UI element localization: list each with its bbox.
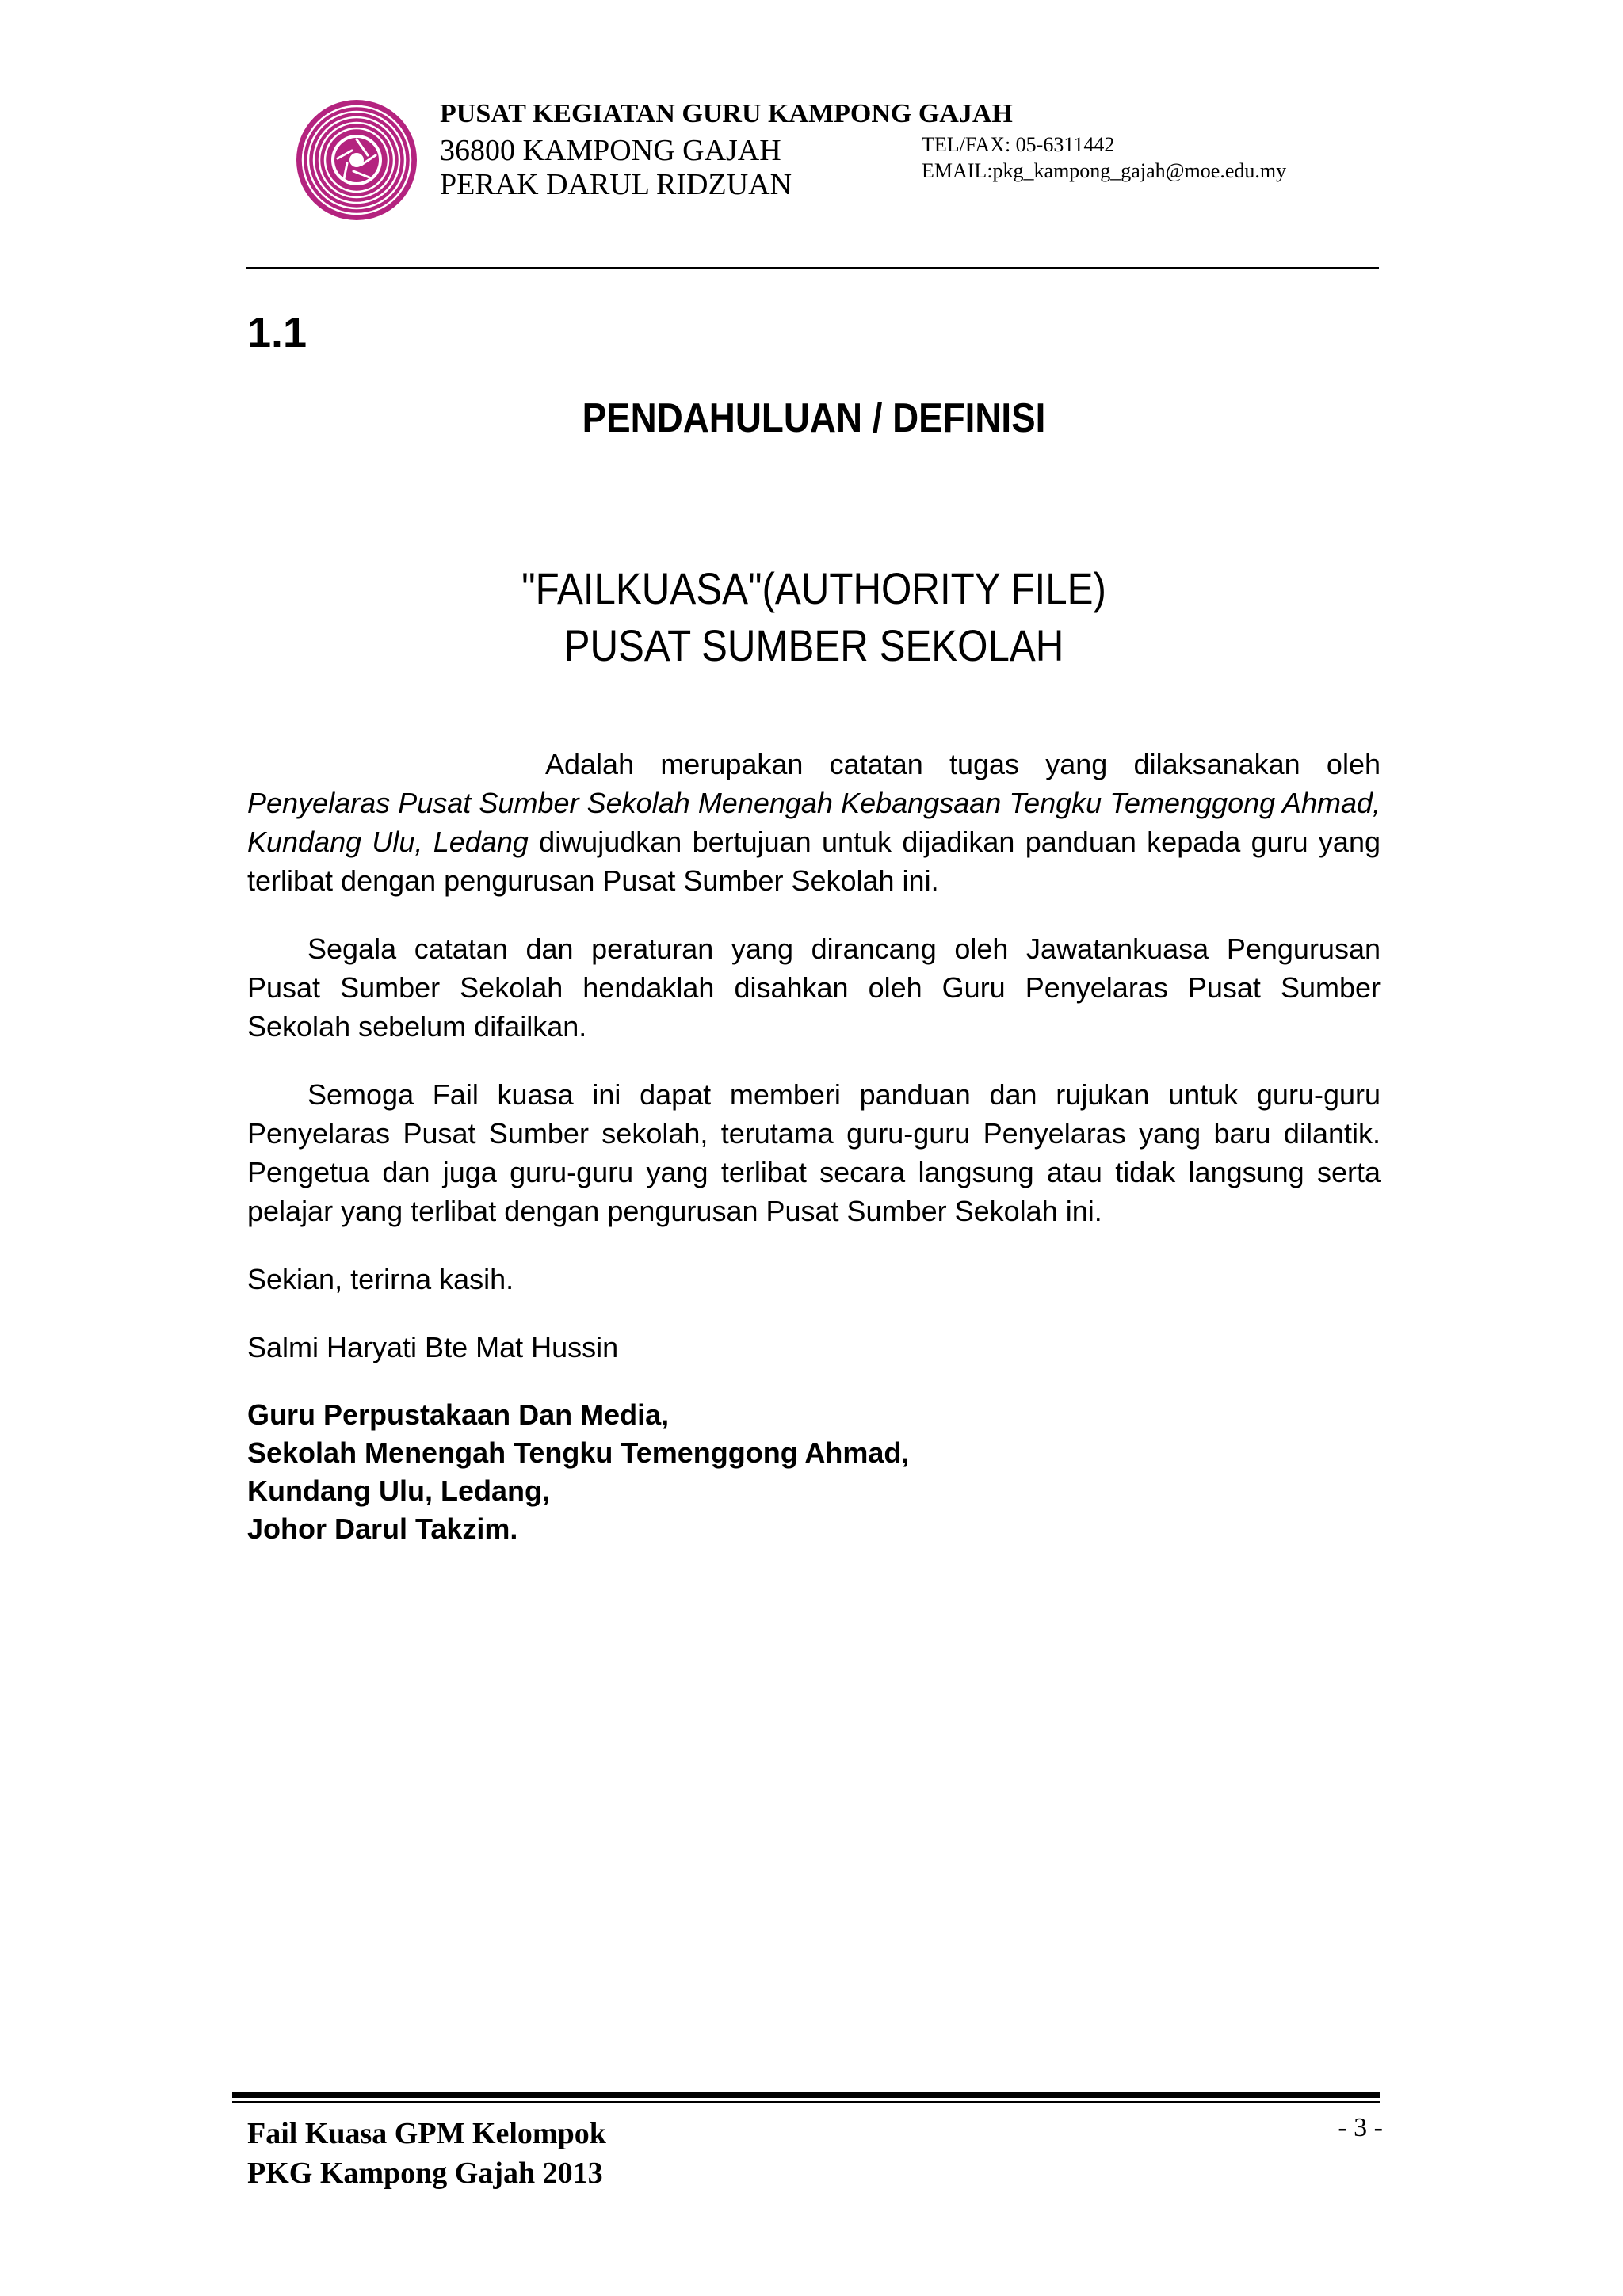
org-address-line1: 36800 KAMPONG GAJAH (440, 134, 781, 167)
signature-line: Guru Perpustakaan Dan Media, (247, 1398, 670, 1431)
footer-text (247, 2114, 606, 2193)
paragraph-purpose: Semoga Fail kuasa ini dapat memberi panduan dan rujukan untuk guru-guru Penyelaras Pusat Sumber sekolah, terutama guru-guru Penyelaras yang baru dilantik. Pengetua dan juga guru-guru yang terlibat secara langsung atau tidak langsung serta pelajar yang terlibat dengan pengurusan Pusat Sumber Sekolah ini. (247, 1078, 1381, 1227)
paragraph-rules: Segala catatan dan peraturan yang dirancang oleh Jawatankuasa Pengurusan Pusat Sumber Sekolah hendaklah disahkan oleh Guru Penyelaras Pusat Sumber Sekolah sebelum difailkan. (247, 933, 1381, 1043)
paragraph-intro-lead: Adalah merupakan catatan tugas yang dilaksanakan oleh (545, 748, 1381, 780)
body-text (247, 745, 1381, 1548)
paragraph-intro-tail: diwujudkan bertujuan untuk dijadikan panduan kepada guru yang terlibat dengan pengurusan Pusat Sumber Sekolah ini. (247, 826, 1381, 897)
footer-line2: PKG Kampong Gajah 2013 (247, 2157, 603, 2190)
header-divider (246, 267, 1379, 269)
section-number: 1.1 (247, 309, 307, 357)
signature-line: Johor Darul Takzim. (247, 1512, 518, 1545)
org-name: PUSAT KEGIATAN GURU KAMPONG GAJAH (440, 99, 1013, 128)
org-address-line2: PERAK DARUL RIDZUAN (440, 168, 792, 201)
doc-title-line2: PUSAT SUMBER SEKOLAH (563, 620, 1064, 670)
page-number: - 3 - (1338, 2113, 1383, 2142)
signature-line: Kundang Ulu, Ledang, (247, 1474, 550, 1507)
doc-title-line1: "FAILKUASA"(AUTHORITY FILE) (521, 563, 1106, 613)
footer-divider-thick (232, 2092, 1380, 2098)
author-name: Salmi Haryati Bte Mat Hussin (247, 1331, 619, 1363)
closing-line: Sekian, terirna kasih. (247, 1263, 514, 1295)
section-title: PENDAHULUAN / DEFINISI (582, 395, 1046, 441)
paragraph-intro (247, 745, 1381, 900)
org-tel-fax: TEL/FAX: 05-6311442 (922, 133, 1115, 156)
signature-block (247, 1396, 1381, 1548)
paragraph-intro-italic: Penyelaras Pusat Sumber Sekolah Menengah Kebangsaan Tengku Temenggong Ahmad, Kundang Ulu, Ledang (247, 787, 1381, 858)
footer-divider-thin (232, 2101, 1380, 2103)
org-email: EMAIL:pkg_kampong_gajah@moe.edu.my (922, 159, 1287, 182)
pkg-logo-icon (295, 98, 418, 222)
signature-line: Sekolah Menengah Tengku Temenggong Ahmad, (247, 1436, 910, 1469)
footer-line1: Fail Kuasa GPM Kelompok (247, 2117, 606, 2150)
